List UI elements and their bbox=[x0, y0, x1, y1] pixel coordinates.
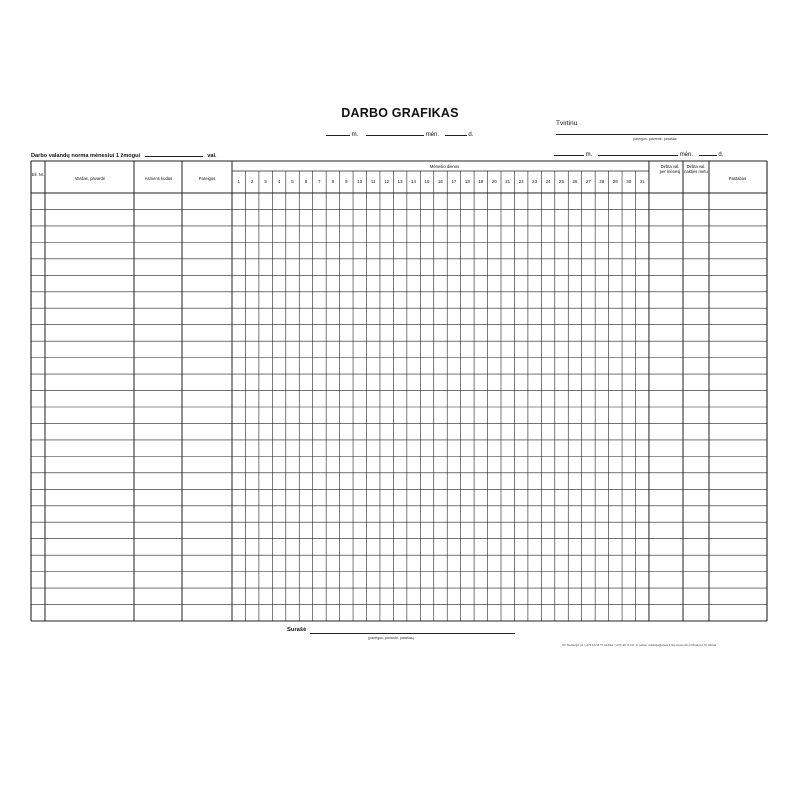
year-suffix: m. bbox=[351, 132, 359, 138]
day-number-header: 2 bbox=[250, 179, 254, 184]
day-number-header: 20 bbox=[491, 179, 497, 184]
approval-year-suffix: m. bbox=[585, 152, 593, 158]
day-number-header: 18 bbox=[464, 179, 470, 184]
header-night-hours: Dirbta val. naktiės metu bbox=[684, 164, 708, 174]
day-number-header: 25 bbox=[559, 179, 564, 184]
header-row-no: Eil. Nr. bbox=[31, 172, 45, 177]
day-number-header: 27 bbox=[585, 179, 591, 184]
day-number-header: 7 bbox=[318, 179, 321, 184]
header-month-days: Mėnesio dienos bbox=[429, 164, 460, 169]
day-number-header: 30 bbox=[626, 179, 632, 184]
day-number-header: 13 bbox=[397, 179, 403, 184]
day-number-header: 1 bbox=[237, 179, 240, 184]
day-number-header: 11 bbox=[370, 179, 376, 184]
day-number-header: 16 bbox=[437, 179, 443, 184]
compiled-by-signature-line[interactable] bbox=[310, 633, 515, 634]
compiled-by-caption: (pareigos, pavardė, parašas) bbox=[368, 636, 414, 640]
day-number-header: 4 bbox=[277, 179, 281, 184]
form-title: DARBO GRAFIKAS bbox=[341, 106, 459, 120]
day-number-header: 29 bbox=[612, 179, 618, 184]
day-number-header: 9 bbox=[345, 179, 348, 184]
day-number-header: 31 bbox=[639, 179, 645, 184]
approval-day-suffix: d. bbox=[718, 152, 724, 158]
day-number-header: 8 bbox=[331, 179, 335, 184]
day-number-header: 26 bbox=[572, 179, 578, 184]
day-number-header: 5 bbox=[291, 179, 294, 184]
month-suffix: mėn. bbox=[425, 132, 440, 138]
hours-norm-label: Darbo valandų norma mėnesiui 1 žmogui bbox=[31, 153, 141, 159]
day-number-header: 6 bbox=[304, 179, 308, 184]
day-number-header: 28 bbox=[599, 179, 605, 184]
day-suffix: d. bbox=[468, 132, 474, 138]
day-number-header: 19 bbox=[478, 179, 484, 184]
header-name: Vardas, pavardė bbox=[74, 176, 106, 181]
day-number-header: 10 bbox=[357, 179, 363, 184]
header-hours-per-month: Dirbta val. per mėnesį bbox=[659, 164, 681, 174]
hours-norm-unit: val. bbox=[207, 153, 217, 159]
day-number-header: 17 bbox=[451, 179, 457, 184]
publisher-footer: SC "Redakcija" tel. (+370 42) 56 73, tel./faks. (+370 42) 71 112, el. paštas: redakcija@skapa.lt http://www.ukio.lt Užsakymo Nr. Išleista bbox=[562, 644, 717, 647]
day-number-header: 23 bbox=[532, 179, 538, 184]
day-number-header: 21 bbox=[505, 179, 511, 184]
approval-label: Tvirtinu bbox=[556, 120, 578, 127]
compiled-by-label: Surašė bbox=[287, 627, 307, 633]
day-number-header: 15 bbox=[424, 179, 430, 184]
day-number-header: 12 bbox=[384, 179, 390, 184]
day-number-header: 3 bbox=[264, 179, 267, 184]
approval-caption: pareigos, pavardė, parašas bbox=[633, 137, 677, 141]
day-number-header: 24 bbox=[545, 179, 551, 184]
header-position: Pareigos bbox=[198, 176, 216, 181]
header-notes: Pastabos bbox=[728, 176, 747, 181]
day-number-header: 14 bbox=[411, 179, 416, 184]
header-personal-code: Asmens kodas bbox=[144, 176, 173, 181]
approval-month-suffix: mėn. bbox=[679, 152, 694, 158]
day-number-header: 22 bbox=[518, 179, 524, 184]
